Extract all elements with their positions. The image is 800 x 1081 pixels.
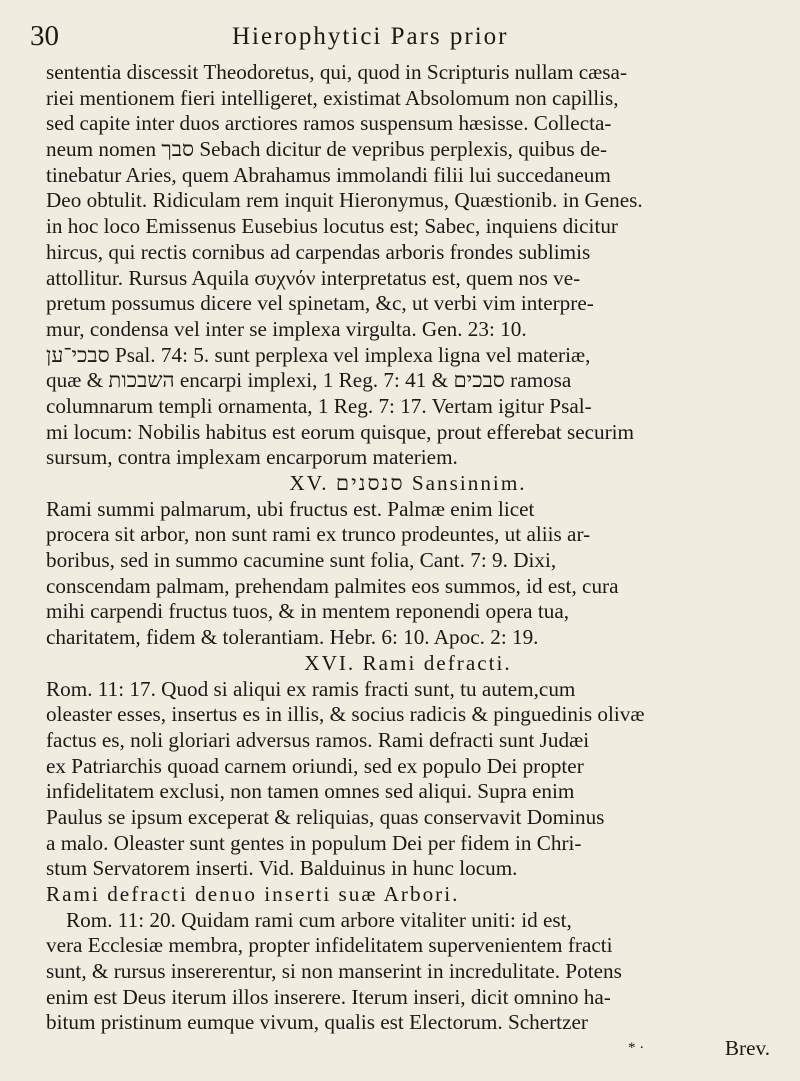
- text-line: factus es, noli gloriari adversus ramos. Rami defracti sunt Judæi: [46, 727, 590, 752]
- signature-mark: * ·: [628, 1040, 645, 1056]
- text-line: סבכי־ען Psal. 74: 5. sunt perplexa vel implexa ligna vel materiæ,: [46, 342, 591, 367]
- text-line: mur, condensa vel inter se implexa virgulta. Gen. 23: 10.: [46, 316, 527, 341]
- text-line: neum nomen סבך Sebach dicitur de vepribus perplexis, quibus de-: [46, 137, 608, 162]
- text-line: charitatem, fidem & tolerantiam. Hebr. 6: 10. Apoc. 2: 19.: [46, 625, 539, 650]
- text-line: hircus, qui rectis cornibus ad carpendas arboris frondes sublimis: [46, 239, 591, 264]
- text-line: mihi carpendi fructus tuos, & in mentem reponendi opera tua,: [46, 599, 570, 624]
- text-line: tinebatur Aries, quem Abrahamus immolandi filii lui succedaneum: [46, 162, 611, 187]
- text-line: sunt, & rursus insererentur, si non manserint in incredulitate. Potens: [46, 959, 622, 984]
- text-line: columnarum templi ornamenta, 1 Reg. 7: 17. Vertam igitur Psal-: [46, 393, 592, 418]
- text-line: sententia discessit Theodoretus, qui, quod in Scripturis nullam cæsa-: [46, 60, 628, 84]
- catchword: Brev.: [724, 1036, 770, 1061]
- text-line: vera Ecclesiæ membra, propter infidelitatem supervenientem fracti: [46, 933, 613, 958]
- section-heading-xvi: XVI. Rami defracti.: [304, 650, 512, 675]
- text-line: attollitur. Rursus Aquila συχνόν interpretatus est, quem nos ve-: [46, 265, 581, 290]
- text-line: sursum, contra implexam encarporum materiem.: [46, 445, 458, 470]
- text-line: in hoc loco Emissenus Eusebius locutus est; Sabec, inquiens dicitur: [46, 214, 618, 239]
- text-line: conscendam palmam, prehendam palmites eos summos, id est, cura: [46, 573, 619, 598]
- running-title: Hierophytici Pars prior: [232, 23, 509, 50]
- text-line: procera sit arbor, non sunt rami ex trunco prodeuntes, ut aliis ar-: [46, 522, 591, 547]
- text-line: pretum possumus dicere vel spinetam, &c, ut verbi vim interpre-: [46, 291, 594, 316]
- text-line: Deo obtulit. Ridiculam rem inquit Hieronymus, Quæstionib. in Genes.: [46, 188, 643, 213]
- section-heading-rami-inserti: Rami defracti denuo inserti suæ Arbori.: [46, 882, 460, 906]
- text-line: a malo. Oleaster sunt gentes in populum Dei per fidem in Chri-: [46, 830, 582, 855]
- text-line: stum Servatorem inserti. Vid. Balduinus in hunc locum.: [46, 856, 518, 881]
- running-header: [30, 14, 768, 54]
- section-heading-xv: XV. סנסנים Sansinnim.: [289, 471, 527, 495]
- text-line: riei mentionem fieri intelligeret, existimat Absolomum non capillis,: [46, 85, 619, 110]
- text-line: bitum pristinum eumque vivum, qualis est Electorum. Schertzer: [46, 1010, 588, 1035]
- text-line: Rom. 11: 20. Quidam rami cum arbore vitaliter uniti: id est,: [66, 907, 572, 932]
- text-line: enim est Deus iterum illos inserere. Iterum inseri, dicit omnino ha-: [46, 984, 611, 1009]
- text-line: sed capite inter duos arctiores ramos suspensum hæsisse. Collecta-: [46, 111, 612, 136]
- text-body: [46, 60, 770, 1062]
- text-line: infidelitatem exclusi, non tamen omnes sed aliqui. Supra enim: [46, 779, 575, 804]
- text-line: mi locum: Nobilis habitus est eorum quisque, prout efferebat securim: [46, 419, 635, 444]
- page-number: 30: [30, 20, 59, 52]
- text-line: Rami summi palmarum, ubi fructus est. Palmæ enim licet: [46, 496, 535, 521]
- text-line: quæ & השבכות encarpi implexi, 1 Reg. 7: 41 & סבכים ramosa: [46, 368, 572, 393]
- text-line: Rom. 11: 17. Quod si aliqui ex ramis fracti sunt, tu autem,cum: [46, 676, 576, 701]
- text-line: Paulus se ipsum exceperat & reliquias, quas conservavit Dominus: [46, 804, 605, 829]
- text-line: oleaster esses, insertus es in illis, & socius radicis & pinguedinis olivæ: [46, 702, 645, 727]
- text-line: ex Patriarchis quoad carnem oriundi, sed ex populo Dei propter: [46, 753, 584, 778]
- text-line: boribus, sed in summo cacumine sunt folia, Cant. 7: 9. Dixi,: [46, 548, 557, 573]
